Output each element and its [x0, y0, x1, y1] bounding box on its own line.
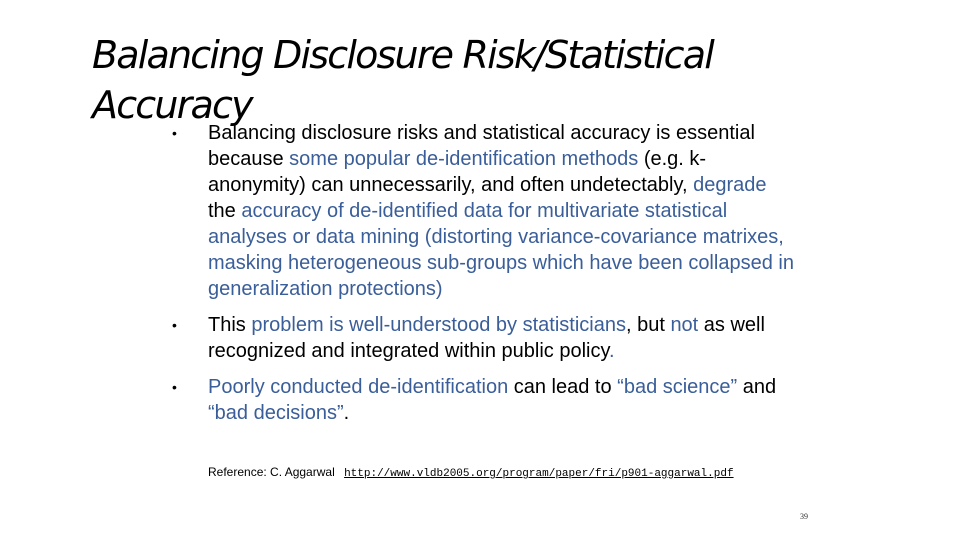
plain-text: the [208, 200, 242, 222]
highlighted-text: . [609, 340, 615, 362]
plain-text: (e.g. k-anonymity) can unnecessarily, and often undetectably, [208, 148, 707, 196]
plain-text: can lead to [508, 376, 618, 398]
plain-text: as well recognized and integrated within public policy [208, 314, 765, 362]
bullet-item [155, 120, 795, 302]
bullet-text [208, 122, 794, 300]
highlighted-text: not [670, 314, 699, 336]
reference-line [208, 465, 734, 480]
highlighted-text: “bad science” [617, 376, 738, 398]
bullet-dot-icon: • [172, 125, 177, 141]
highlighted-text: accuracy of de-identified data for multivariate statistical analyses or data mining (distorting variance-covariance matrixes, masking heterogeneous sub-groups which have been collapsed in generalization protections) [208, 200, 794, 300]
highlighted-text: some popular de-identification methods [289, 148, 639, 170]
bullet-item [155, 312, 795, 364]
highlighted-text: degrade [693, 174, 767, 196]
plain-text: Balancing disclosure risks and statistical accuracy is essential because [208, 122, 755, 170]
bullet-list [155, 120, 795, 426]
plain-text: and [737, 376, 777, 398]
plain-text: , but [625, 314, 671, 336]
slide-title: Balancing Disclosure Risk/Statistical Accuracy [92, 33, 714, 127]
reference-label: Reference: C. Aggarwal [208, 465, 335, 479]
plain-text: This [208, 314, 252, 336]
highlighted-text: “bad decisions” [208, 402, 344, 424]
bullet-dot-icon: • [172, 317, 177, 333]
plain-text: . [343, 402, 350, 424]
bullet-dot-icon: • [172, 379, 177, 395]
highlighted-text: Poorly conducted de-identification [208, 376, 509, 398]
page-number: 39 [800, 512, 808, 521]
bullet-text [208, 376, 776, 424]
bullet-item [155, 374, 795, 426]
reference-link[interactable]: http://www.vldb2005.org/program/paper/fri/p901-aggarwal.pdf [344, 468, 734, 480]
bullet-text [208, 314, 765, 362]
highlighted-text: problem is well-understood by statisticians [251, 314, 626, 336]
